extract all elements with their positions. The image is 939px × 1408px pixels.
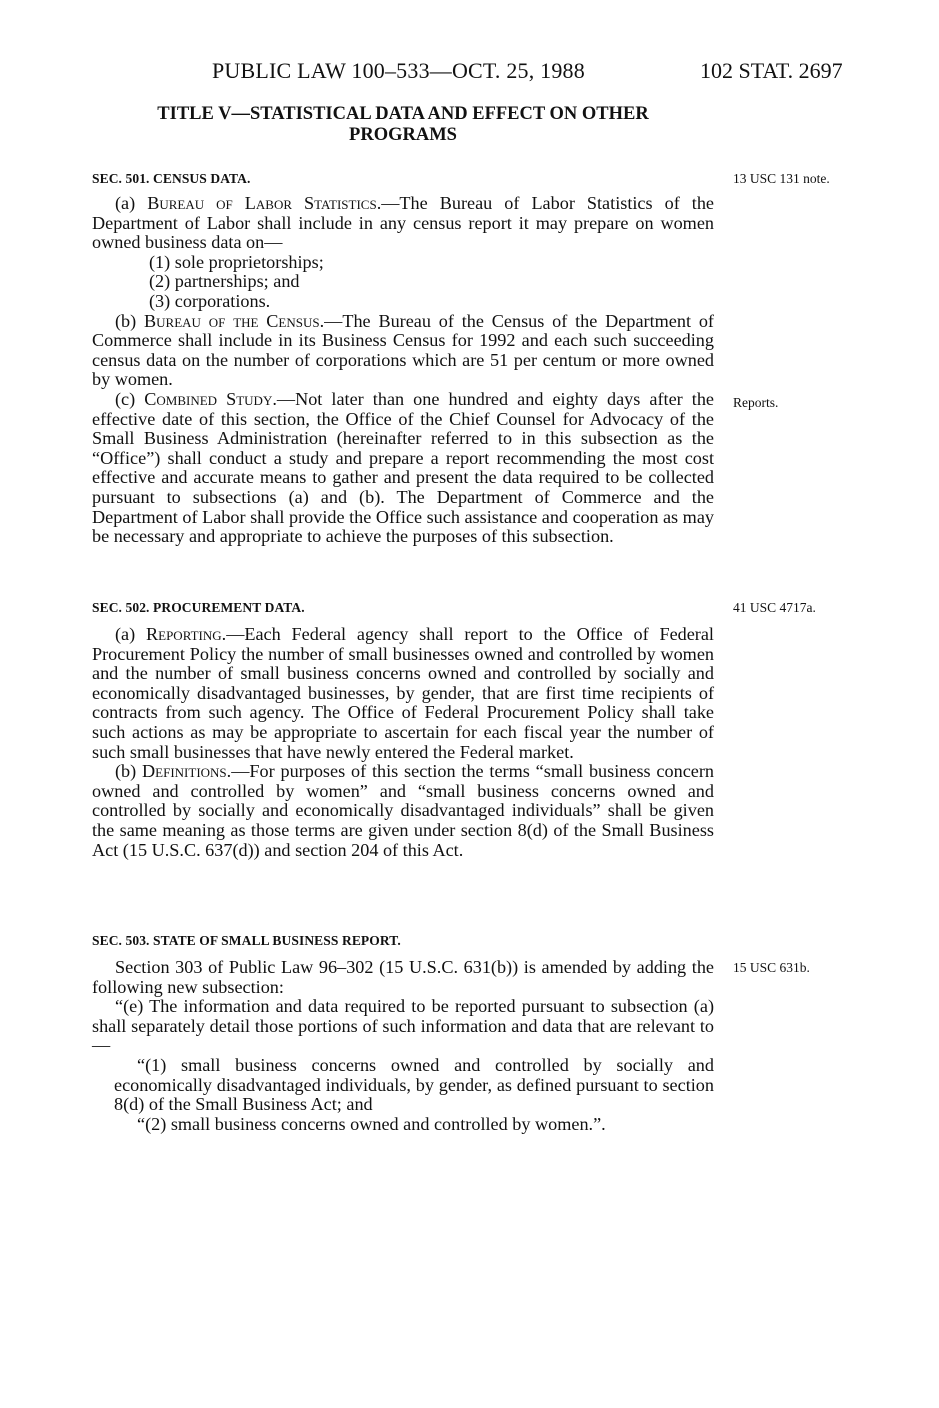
sec-502-a: (a) Reporting.—Each Federal agency shall report to the Office of Federal Procurement Policy the number of small businesses owned and controlled by women and the number of small business concerns owned and controlled by socially and economically disadvantaged businesses, by gender, that are first time recipients of contracts from such agency. The Office of Federal Procurement Policy shall take such actions as may be appropriate to ascertain for each fiscal year the number of such small businesses that have newly entered the Federal market. bbox=[92, 624, 714, 762]
sec-502-heading: SEC. 502. PROCUREMENT DATA. bbox=[92, 600, 305, 615]
sec-501-item-3: (3) corporations. bbox=[149, 290, 271, 311]
sec-503-e: “(e) The information and data required to be reported pursuant to subsection (a) shall separately detail those portions of such information and data that are relevant to— bbox=[92, 996, 714, 1056]
sec-501-item-1: (1) sole proprietorships; bbox=[149, 251, 324, 272]
sec-502-body bbox=[92, 625, 714, 860]
caption-reporting: Reporting bbox=[146, 624, 222, 644]
sec-501-item-2: (2) partnerships; and bbox=[149, 271, 300, 292]
page-header bbox=[0, 58, 939, 84]
sec-501-margin-note: 13 USC 131 note. bbox=[733, 171, 830, 186]
caption-bureau-census: Bureau of the Census bbox=[144, 310, 320, 331]
sec-503-body bbox=[92, 958, 714, 1134]
caption-definitions: Definitions bbox=[142, 761, 227, 782]
caption-combined-study: Combined Study bbox=[144, 388, 273, 409]
sec-503-item-1: “(1) small business concerns owned and controlled by socially and economically disadvantaged individuals, by gender, as defined pursuant to section 8(d) of the Small Business Act; and bbox=[114, 1054, 714, 1115]
sec-502-margin-note: 41 USC 4717a. bbox=[733, 600, 816, 615]
caption-bureau-labor-statistics: Bureau of Labor Statistics bbox=[147, 193, 377, 213]
running-title: PUBLIC LAW 100–533—OCT. 25, 1988 bbox=[212, 58, 585, 83]
sec-501-c-margin-note: Reports. bbox=[733, 395, 779, 410]
sec-503-item-2: “(2) small business concerns owned and controlled by women.”. bbox=[137, 1113, 606, 1134]
title-heading bbox=[92, 104, 714, 146]
sec-501-a: (a) Bureau of Labor Statistics.—The Bureau of Labor Statistics of the Department of Labor shall include in any census report it may prepare on women owned business data on— bbox=[92, 193, 714, 253]
sec-503-intro: Section 303 of Public Law 96–302 (15 U.S.C. 631(b)) is amended by adding the following new subsection: bbox=[92, 957, 714, 997]
title-heading-line-1: TITLE V—STATISTICAL DATA AND EFFECT ON OTHER bbox=[157, 104, 649, 124]
sec-501-b: (b) Bureau of the Census.—The Bureau of the Census of the Department of Commerce shall include in its Business Census for 1992 and each such succeeding census data on the number of corporations which are 51 per centum or more owned by women. bbox=[92, 310, 714, 390]
sec-501-heading: SEC. 501. CENSUS DATA. bbox=[92, 171, 251, 186]
sec-502-b: (b) Definitions.—For purposes of this section the terms “small business concern owned and controlled by women” and “small business concerns owned and controlled by socially and economically disadvantaged individuals” shall be given the same meaning as those terms are given under section 8(d) of the Small Business Act (15 U.S.C. 637(d)) and section 204 of this Act. bbox=[92, 761, 714, 860]
title-heading-line-2: PROGRAMS bbox=[349, 125, 457, 145]
sec-503-heading: SEC. 503. STATE OF SMALL BUSINESS REPORT. bbox=[92, 933, 401, 948]
stat-page-number: 102 STAT. 2697 bbox=[700, 58, 843, 83]
sec-501-body bbox=[92, 194, 714, 547]
sec-501-c: (c) Combined Study.—Not later than one hundred and eighty days after the effective date of this section, the Office of the Chief Counsel for Advocacy of the Small Business Administration (hereinafter referred to in this subsection as the “Office”) shall conduct a study and prepare a report recommending the most cost effective and accurate means to gather and present the data required to be collected pursuant to subsections (a) and (b). The Department of Commerce and the Department of Labor shall provide the Office such assistance and cooperation as may be necessary and appropriate to achieve the purposes of this subsection. bbox=[92, 388, 714, 547]
sec-503-margin-note: 15 USC 631b. bbox=[733, 960, 810, 975]
